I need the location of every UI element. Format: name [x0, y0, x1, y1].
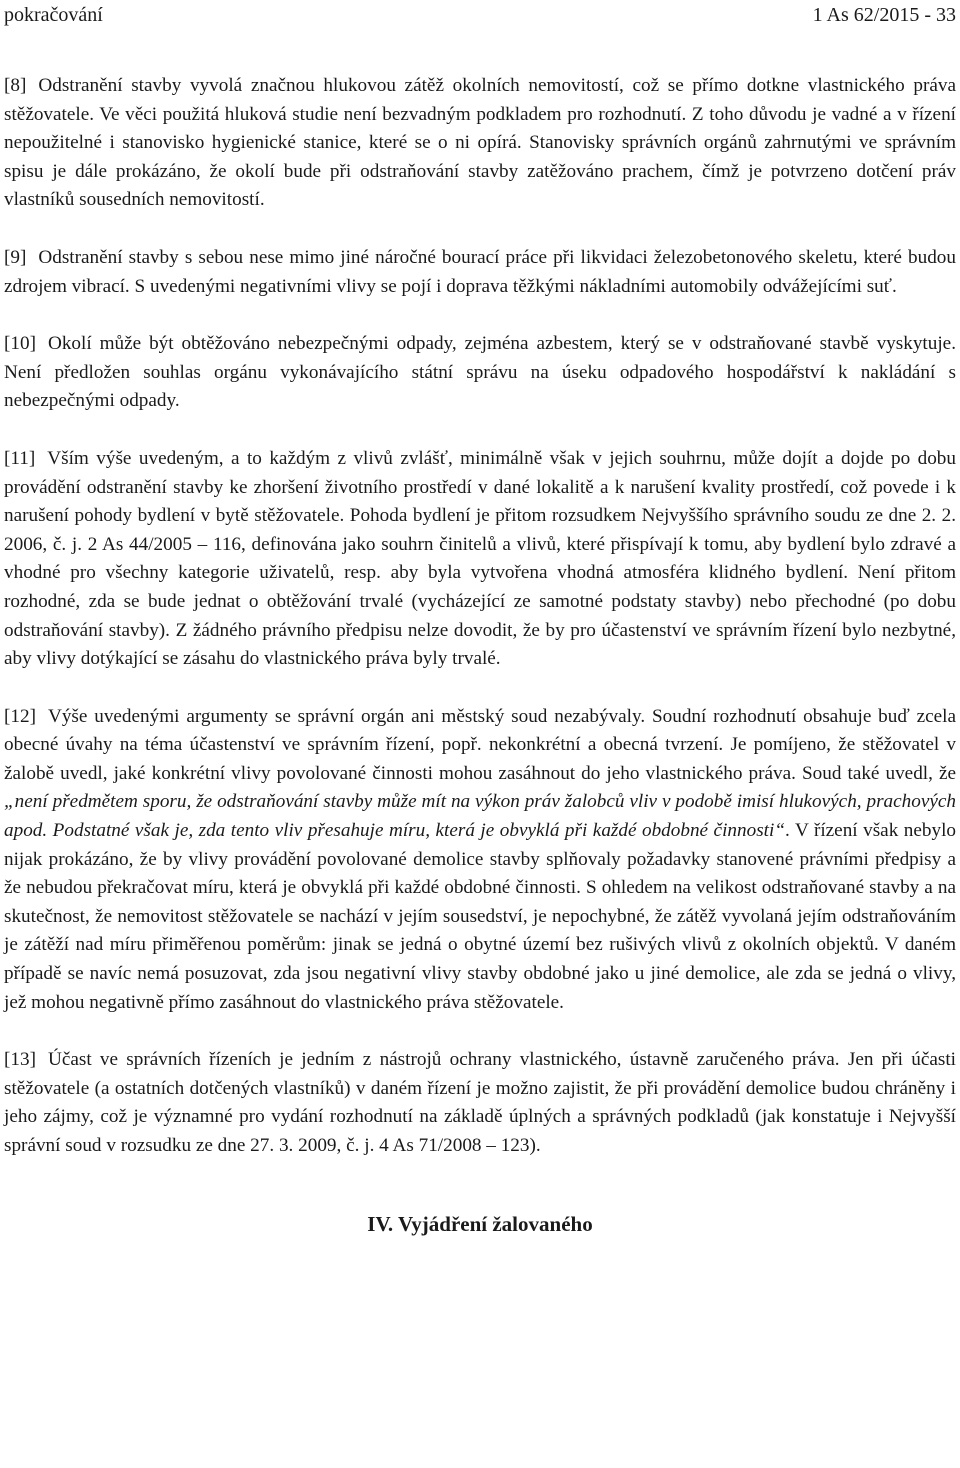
paragraph-10 [4, 330, 956, 416]
paragraph-text: Odstranění stavby vyvolá značnou hlukovou zátěž okolních nemovitostí, což se přímo dotkne vlastnického práva stěžovatele. Ve věci použitá hluková studie není bezvadným podkladem pro rozhodnutí. Z toho důvodu je vadné a v řízení nepoužitelné i stanovisko hygienické stanice, které se o ni opírá. Stanovisky správních orgánů zahrnutými ve správním spisu je dále prokázáno, že okolí bude při odstraňování stavby zatěžováno prachem, čímž je potvrzeno dotčení práv vlastníků sousedních nemovitostí. [4, 75, 956, 211]
paragraph-text: Okolí může být obtěžováno nebezpečnými odpady, zejména azbestem, který se v odstraňované stavbě vyskytuje. Není předložen souhlas orgánu vykonávajícího státní správu na úseku odpadového hospodářství k nakládání s nebezpečnými odpady. [4, 333, 956, 412]
paragraph-12 [4, 703, 956, 1018]
paragraph-number: [9] [4, 246, 27, 268]
paragraph-8 [4, 72, 956, 215]
section-heading: IV. Vyjádření žalovaného [367, 1211, 593, 1236]
paragraph-text: Vším výše uvedeným, a to každým z vlivů zvlášť, minimálně však v jejich souhrnu, může dojít a dojde po dobu provádění odstranění stavby ke zhoršení životního prostředí v dané lokalitě a k narušení kvality prostředí, což povede i k narušení pohody bydlení v bytě stěžovatele. Pohoda bydlení je přitom rozsudkem Nejvyššího správního soudu ze dne 2. 2. 2006, č. j. 2 As 44/2005 – 116, definována jako souhrn činitelů a vlivů, které přispívají k tomu, aby bydlení bylo zdravé a vhodné pro všechny kategorie uživatelů, resp. aby byla vytvořena vhodná atmosféra klidného bydlení. Není přitom rozhodné, zda se bude jednat o obtěžování trvalé (vycházející ze samotné podstaty stavby) nebo přechodné (po dobu odstraňování stavby). Z žádného právního předpisu nelze dovodit, že by pro účastenství ve správním řízení bylo nezbytné, aby vlivy dotýkající se zásahu do vlastnického práva byly trvalé. [4, 447, 956, 670]
quoted-court-text: „není předmětem sporu, že odstraňování stavby může mít na výkon práv žalobců vliv v podobě imisí hlukových, prachových apod. Podstatné však je, zda tento vliv přesahuje míru, která je obvyklá při každé obdobné činnosti“ [4, 791, 956, 842]
paragraph-text: Odstranění stavby s sebou nese mimo jiné náročné bourací práce při likvidaci železobetonového skeletu, které budou zdrojem vibrací. S uvedenými negativními vlivy se pojí i doprava těžkými nákladními automobily odvážejícími suť. [4, 246, 956, 297]
paragraph-9 [4, 244, 956, 301]
paragraph-11 [4, 445, 956, 674]
header-case-number: 1 As 62/2015 - 33 [812, 4, 956, 26]
paragraph-number: [8] [4, 75, 27, 96]
paragraph-number: [11] [4, 447, 36, 469]
paragraph-number: [13] [4, 1049, 36, 1071]
paragraph-text-continued: . V řízení však nebylo nijak prokázáno, že by vlivy provádění povolované demolice stavby splňovaly požadavky stanovené právními předpisy a že nebudou překračovat míru, která je obvyklá při každé obdobné činnosti. S ohledem na velikost odstraňované stavby a na skutečnost, že nemovitost stěžovatele se nachází v jejím sousedství, je nepochybné, že zátěž vyvolaná jejím odstraňováním je zátěží nad míru přiměřenou poměrům: jinak se jedná o obytné území bez rušivých vlivů z okolních objektů. V daném případě se navíc nemá posuzovat, zda jsou negativní vlivy stavby obdobné jako u jiné demolice, ale zda se jedná o vlivy, jež mohou negativně přímo zasáhnout do vlastnického práva stěžovatele. [4, 820, 957, 1013]
paragraph-number: [12] [4, 705, 36, 727]
paragraph-13 [4, 1046, 956, 1160]
paragraph-number: [10] [4, 333, 36, 355]
paragraph-text: Účast ve správních řízeních je jedním z nástrojů ochrany vlastnického, ústavně zaručeného práva. Jen při účasti stěžovatele (a ostatních dotčených vlastníků) v daném řízení je možno zajistit, že při provádění demolice budou chráněny i jeho zájmy, což je významné pro vydání rozhodnutí na základě úplných a správných podkladů (jak konstatuje i Nejvyšší správní soud v rozsudku ze dne 27. 3. 2009, č. j. 4 As 71/2008 – 123). [4, 1049, 956, 1156]
header-continuation: pokračování [4, 4, 103, 26]
paragraph-text: Výše uvedenými argumenty se správní orgán ani městský soud nezabývaly. Soudní rozhodnutí obsahuje buď zcela obecné úvahy na téma účastenství ve správním řízení, popř. nekonkrétní a obecná tvrzení. Je pomíjeno, že stěžovatel v žalobě uvedl, jaké konkrétní vlivy povolované činnosti mohou zasáhnout do jeho vlastnického práva. Soud také uvedl, že [4, 705, 956, 784]
document-page [4, 0, 956, 1238]
page-header [4, 0, 956, 38]
